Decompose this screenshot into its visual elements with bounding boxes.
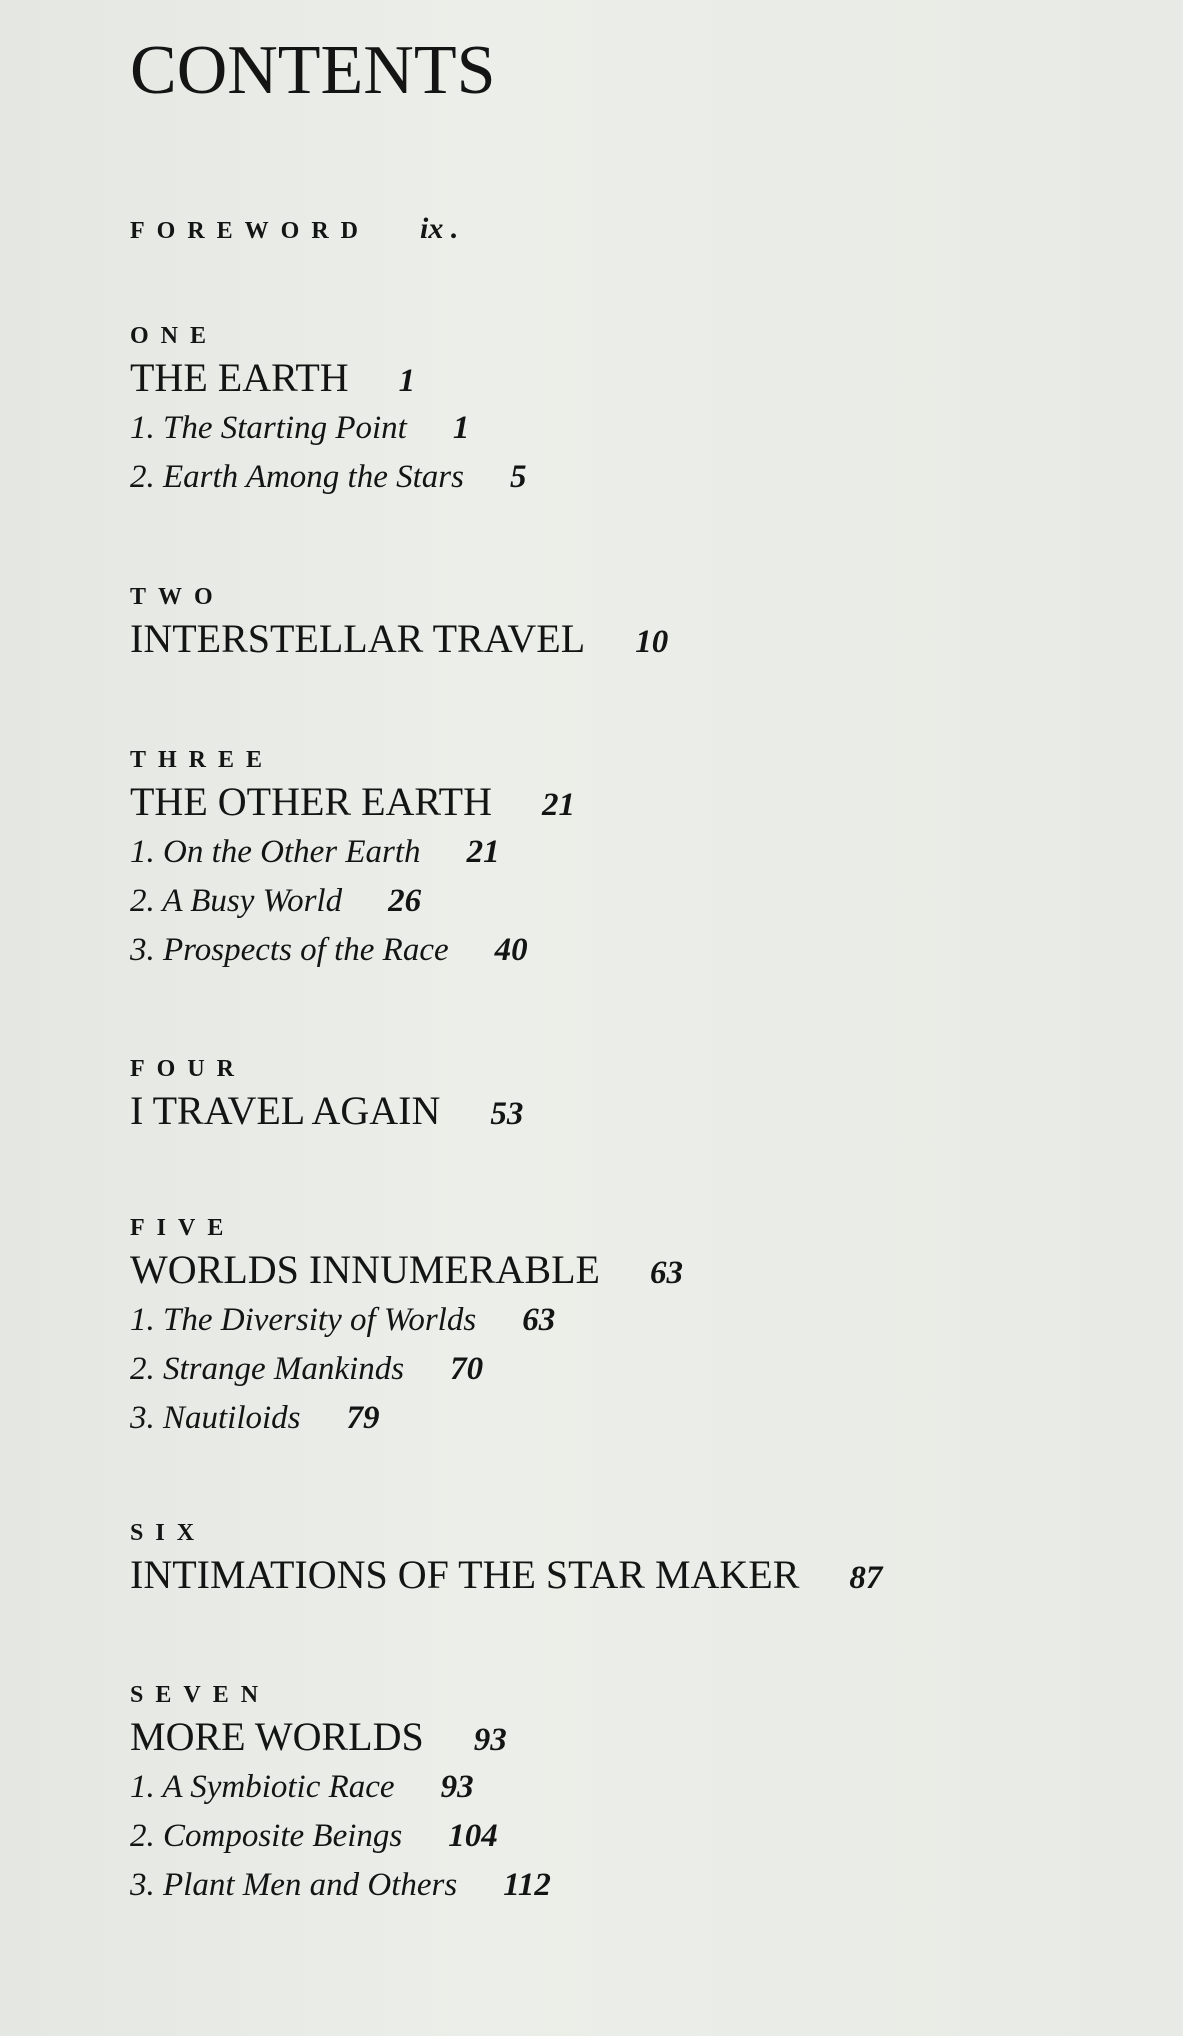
section-entry: [130, 1812, 551, 1861]
chapter-one: [130, 324, 526, 502]
section-page: 26: [388, 883, 422, 919]
chapter-four: [130, 1057, 523, 1131]
section-entry: [130, 404, 526, 453]
section-title: 2. Earth Among the Stars: [130, 459, 464, 495]
foreword-label: FOREWORD: [130, 218, 370, 244]
chapter-number: ONE: [130, 323, 219, 349]
chapter-two: [130, 585, 668, 659]
section-entry: [130, 828, 575, 877]
section-title: 1. The Starting Point: [130, 410, 407, 446]
section-entry: [130, 1296, 683, 1345]
chapter-number: SIX: [130, 1520, 207, 1546]
chapter-title: INTIMATIONS OF THE STAR MAKER: [130, 1552, 800, 1597]
foreword-page: ix .: [420, 212, 459, 245]
section-page: 79: [346, 1400, 380, 1436]
section-page: 70: [450, 1351, 484, 1387]
section-title: 3. Nautiloids: [130, 1400, 301, 1436]
section-title: 2. Composite Beings: [130, 1818, 403, 1854]
chapter-title: THE OTHER EARTH: [130, 779, 492, 824]
chapter-page: 93: [473, 1722, 507, 1758]
section-title: 3. Prospects of the Race: [130, 932, 449, 968]
section-title: 1. A Symbiotic Race: [130, 1769, 395, 1805]
chapter-three: [130, 748, 575, 975]
chapter-title: I TRAVEL AGAIN: [130, 1088, 441, 1133]
chapter-page: 53: [490, 1096, 524, 1132]
chapter-six: [130, 1521, 882, 1595]
section-page: 21: [466, 834, 500, 870]
chapter-number: TWO: [130, 584, 225, 610]
chapter-title: WORLDS INNUMERABLE: [130, 1247, 600, 1292]
chapter-page: 10: [635, 624, 669, 660]
chapter-number: FOUR: [130, 1056, 246, 1082]
chapter-page: 87: [849, 1560, 883, 1596]
chapter-number: THREE: [130, 747, 275, 773]
chapter-number: SEVEN: [130, 1682, 271, 1708]
section-entry: [130, 453, 526, 502]
section-entry: [130, 926, 575, 975]
chapter-five: [130, 1216, 683, 1443]
chapter-title: MORE WORLDS: [130, 1714, 424, 1759]
section-entry: [130, 1861, 551, 1910]
section-page: 40: [494, 932, 528, 968]
section-entry: [130, 877, 575, 926]
chapter-page: 21: [542, 787, 575, 823]
section-entry: [130, 1345, 683, 1394]
section-page: 63: [522, 1302, 556, 1338]
section-entry: [130, 1394, 683, 1443]
chapter-title: INTERSTELLAR TRAVEL: [130, 616, 586, 661]
chapter-title: THE EARTH: [130, 355, 349, 400]
section-page: 112: [503, 1867, 551, 1903]
chapter-page: 63: [649, 1255, 683, 1291]
section-page: 5: [509, 459, 527, 495]
section-page: 104: [448, 1818, 498, 1854]
section-title: 1. On the Other Earth: [130, 834, 421, 870]
chapter-page: 1: [398, 363, 416, 399]
foreword-entry: [130, 212, 458, 246]
section-page: 93: [440, 1769, 474, 1805]
section-title: 3. Plant Men and Others: [130, 1867, 458, 1903]
section-title: 1. The Diversity of Worlds: [130, 1302, 477, 1338]
section-entry: [130, 1763, 551, 1812]
page-title: CONTENTS: [130, 32, 496, 109]
chapter-number: FIVE: [130, 1215, 236, 1241]
section-page: 1: [452, 410, 470, 446]
section-title: 2. A Busy World: [130, 883, 343, 919]
chapter-seven: [130, 1683, 551, 1910]
section-title: 2. Strange Mankinds: [130, 1351, 405, 1387]
